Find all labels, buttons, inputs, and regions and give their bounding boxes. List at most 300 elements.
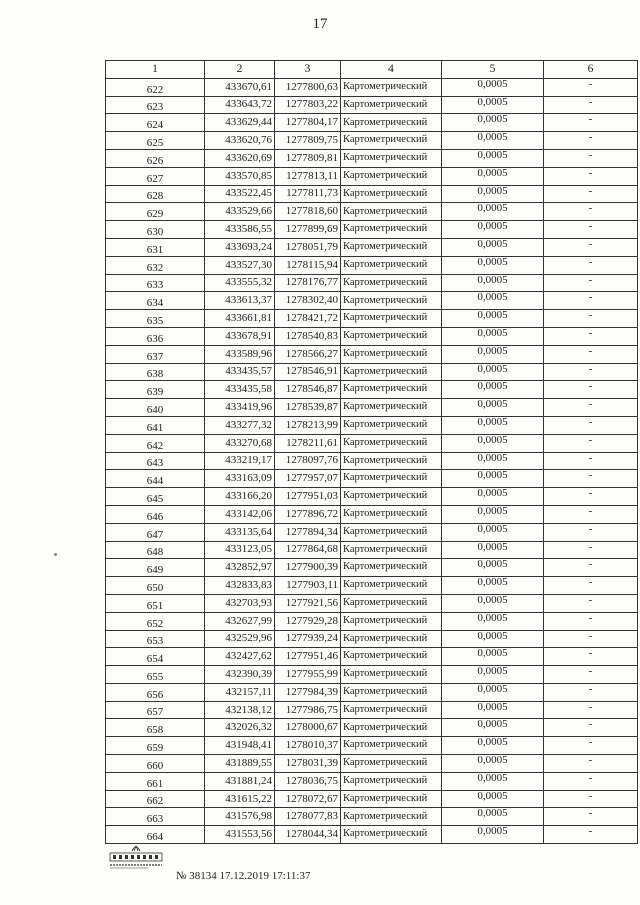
coordinate-x-cell: 433277,32 (205, 416, 275, 434)
accuracy-cell: 0,0005 (442, 167, 544, 185)
accuracy-cell: 0,0005 (442, 238, 544, 256)
point-number-cell: 639 (106, 381, 205, 399)
table-row (106, 96, 638, 114)
method-cell: Картометрический (341, 132, 442, 150)
coordinate-y-cell: 1277955,99 (275, 666, 341, 684)
table-row (106, 630, 638, 648)
coordinate-y-cell: 1278302,40 (275, 292, 341, 310)
method-cell: Картометрический (341, 363, 442, 381)
accuracy-cell: 0,0005 (442, 755, 544, 773)
point-number-cell: 640 (106, 399, 205, 417)
coordinate-y-cell: 1277939,24 (275, 630, 341, 648)
coordinate-x-cell: 432138,12 (205, 701, 275, 719)
method-cell: Картометрический (341, 310, 442, 328)
coordinate-x-cell: 433435,58 (205, 381, 275, 399)
coordinate-y-cell: 1277900,39 (275, 559, 341, 577)
note-cell: - (544, 737, 638, 755)
accuracy-cell: 0,0005 (442, 221, 544, 239)
point-number-cell: 631 (106, 238, 205, 256)
point-number-cell: 629 (106, 203, 205, 221)
point-number-cell: 625 (106, 132, 205, 150)
coordinate-x-cell: 432852,97 (205, 559, 275, 577)
method-cell: Картометрический (341, 114, 442, 132)
coordinate-x-cell: 432157,11 (205, 683, 275, 701)
note-cell: - (544, 683, 638, 701)
point-number-cell: 623 (106, 96, 205, 114)
coordinate-x-cell: 433678,91 (205, 327, 275, 345)
table-row (106, 488, 638, 506)
method-cell: Картометрический (341, 772, 442, 790)
point-number-cell: 658 (106, 719, 205, 737)
coordinate-x-cell: 432427,62 (205, 648, 275, 666)
table-row (106, 541, 638, 559)
accuracy-cell: 0,0005 (442, 826, 544, 844)
accuracy-cell: 0,0005 (442, 203, 544, 221)
table-row (106, 327, 638, 345)
point-number-cell: 642 (106, 434, 205, 452)
method-cell: Картометрический (341, 737, 442, 755)
table-row (106, 701, 638, 719)
note-cell: - (544, 470, 638, 488)
accuracy-cell: 0,0005 (442, 772, 544, 790)
coordinate-y-cell: 1277957,07 (275, 470, 341, 488)
method-cell: Картометрический (341, 167, 442, 185)
method-cell: Картометрический (341, 203, 442, 221)
accuracy-cell: 0,0005 (442, 701, 544, 719)
note-cell: - (544, 719, 638, 737)
coordinate-x-cell: 433670,61 (205, 78, 275, 96)
method-cell: Картометрический (341, 523, 442, 541)
accuracy-cell: 0,0005 (442, 541, 544, 559)
coordinate-y-cell: 1277984,39 (275, 683, 341, 701)
note-cell: - (544, 292, 638, 310)
point-number-cell: 624 (106, 114, 205, 132)
method-cell: Картометрический (341, 327, 442, 345)
column-header: 6 (544, 61, 638, 79)
coordinate-x-cell: 432833,83 (205, 577, 275, 595)
method-cell: Картометрический (341, 292, 442, 310)
method-cell: Картометрический (341, 452, 442, 470)
coordinate-x-cell: 431615,22 (205, 790, 275, 808)
accuracy-cell: 0,0005 (442, 648, 544, 666)
accuracy-cell: 0,0005 (442, 790, 544, 808)
column-header: 2 (205, 61, 275, 79)
note-cell: - (544, 577, 638, 595)
note-cell: - (544, 488, 638, 506)
page-number: 17 (312, 16, 328, 32)
coordinate-y-cell: 1278566,27 (275, 345, 341, 363)
note-cell: - (544, 808, 638, 826)
coordinate-y-cell: 1277800,63 (275, 78, 341, 96)
note-cell: - (544, 434, 638, 452)
method-cell: Картометрический (341, 505, 442, 523)
method-cell: Картометрический (341, 559, 442, 577)
coordinate-x-cell: 433166,20 (205, 488, 275, 506)
coordinate-x-cell: 433270,68 (205, 434, 275, 452)
coordinate-x-cell: 431553,56 (205, 826, 275, 844)
table-row (106, 648, 638, 666)
table-row (106, 826, 638, 844)
note-cell: - (544, 274, 638, 292)
coordinate-y-cell: 1277803,22 (275, 96, 341, 114)
point-number-cell: 649 (106, 559, 205, 577)
coordinate-y-cell: 1277809,81 (275, 149, 341, 167)
coordinate-x-cell: 433586,55 (205, 221, 275, 239)
coordinate-x-cell: 433419,96 (205, 399, 275, 417)
coordinate-y-cell: 1278077,83 (275, 808, 341, 826)
table-row (106, 719, 638, 737)
method-cell: Картометрический (341, 577, 442, 595)
point-number-cell: 630 (106, 221, 205, 239)
table-body (106, 78, 638, 843)
accuracy-cell: 0,0005 (442, 488, 544, 506)
note-cell: - (544, 256, 638, 274)
accuracy-cell: 0,0005 (442, 310, 544, 328)
coordinate-x-cell: 432529,96 (205, 630, 275, 648)
method-cell: Картометрический (341, 149, 442, 167)
method-cell: Картометрический (341, 594, 442, 612)
coordinate-x-cell: 433643,72 (205, 96, 275, 114)
coordinate-x-cell: 433522,45 (205, 185, 275, 203)
method-cell: Картометрический (341, 488, 442, 506)
accuracy-cell: 0,0005 (442, 808, 544, 826)
point-number-cell: 641 (106, 416, 205, 434)
accuracy-cell: 0,0005 (442, 416, 544, 434)
point-number-cell: 635 (106, 310, 205, 328)
coordinate-x-cell: 433527,30 (205, 256, 275, 274)
method-cell: Картометрический (341, 96, 442, 114)
coordinate-y-cell: 1277809,75 (275, 132, 341, 150)
table-row (106, 114, 638, 132)
point-number-cell: 634 (106, 292, 205, 310)
point-number-cell: 643 (106, 452, 205, 470)
table-row (106, 185, 638, 203)
note-cell: - (544, 399, 638, 417)
point-number-cell: 638 (106, 363, 205, 381)
method-cell: Картометрический (341, 541, 442, 559)
accuracy-cell: 0,0005 (442, 363, 544, 381)
coordinate-x-cell: 433142,06 (205, 505, 275, 523)
coordinate-x-cell: 432703,93 (205, 594, 275, 612)
table-row (106, 381, 638, 399)
coordinate-y-cell: 1278000,67 (275, 719, 341, 737)
method-cell: Картометрический (341, 416, 442, 434)
coordinate-y-cell: 1277921,56 (275, 594, 341, 612)
method-cell: Картометрический (341, 826, 442, 844)
point-number-cell: 646 (106, 505, 205, 523)
method-cell: Картометрический (341, 381, 442, 399)
coordinate-y-cell: 1278213,99 (275, 416, 341, 434)
method-cell: Картометрический (341, 345, 442, 363)
accuracy-cell: 0,0005 (442, 292, 544, 310)
table-row (106, 666, 638, 684)
coordinate-x-cell: 433163,09 (205, 470, 275, 488)
point-number-cell: 628 (106, 185, 205, 203)
method-cell: Картометрический (341, 755, 442, 773)
note-cell: - (544, 559, 638, 577)
accuracy-cell: 0,0005 (442, 399, 544, 417)
accuracy-cell: 0,0005 (442, 114, 544, 132)
note-cell: - (544, 114, 638, 132)
point-number-cell: 637 (106, 345, 205, 363)
coordinate-x-cell: 433661,81 (205, 310, 275, 328)
coordinate-x-cell: 433620,76 (205, 132, 275, 150)
point-number-cell: 663 (106, 808, 205, 826)
table-row (106, 577, 638, 595)
point-number-cell: 664 (106, 826, 205, 844)
coordinate-y-cell: 1278546,87 (275, 381, 341, 399)
point-number-cell: 662 (106, 790, 205, 808)
coordinate-y-cell: 1278051,79 (275, 238, 341, 256)
column-header: 5 (442, 61, 544, 79)
point-number-cell: 651 (106, 594, 205, 612)
coordinate-x-cell: 431576,98 (205, 808, 275, 826)
point-number-cell: 648 (106, 541, 205, 559)
coordinate-x-cell: 433555,32 (205, 274, 275, 292)
table-row (106, 416, 638, 434)
point-number-cell: 660 (106, 755, 205, 773)
coordinate-x-cell: 431881,24 (205, 772, 275, 790)
table-row (106, 683, 638, 701)
coordinate-y-cell: 1278115,94 (275, 256, 341, 274)
note-cell: - (544, 221, 638, 239)
coordinate-y-cell: 1277899,69 (275, 221, 341, 239)
coordinates-table (105, 60, 638, 844)
method-cell: Картометрический (341, 666, 442, 684)
accuracy-cell: 0,0005 (442, 470, 544, 488)
accuracy-cell: 0,0005 (442, 434, 544, 452)
point-number-cell: 653 (106, 630, 205, 648)
method-cell: Картометрический (341, 648, 442, 666)
method-cell: Картометрический (341, 399, 442, 417)
method-cell: Картометрический (341, 612, 442, 630)
coordinate-x-cell: 433613,37 (205, 292, 275, 310)
note-cell: - (544, 541, 638, 559)
accuracy-cell: 0,0005 (442, 523, 544, 541)
coordinate-x-cell: 433570,85 (205, 167, 275, 185)
coordinate-y-cell: 1277864,68 (275, 541, 341, 559)
table-row (106, 203, 638, 221)
note-cell: - (544, 505, 638, 523)
method-cell: Картометрический (341, 701, 442, 719)
accuracy-cell: 0,0005 (442, 630, 544, 648)
point-number-cell: 633 (106, 274, 205, 292)
point-number-cell: 659 (106, 737, 205, 755)
coordinate-x-cell: 433620,69 (205, 149, 275, 167)
method-cell: Картометрический (341, 719, 442, 737)
accuracy-cell: 0,0005 (442, 96, 544, 114)
coordinate-y-cell: 1278421,72 (275, 310, 341, 328)
column-header: 4 (341, 61, 442, 79)
note-cell: - (544, 630, 638, 648)
coordinate-y-cell: 1277951,46 (275, 648, 341, 666)
accuracy-cell: 0,0005 (442, 185, 544, 203)
coordinate-y-cell: 1277813,11 (275, 167, 341, 185)
accuracy-cell: 0,0005 (442, 274, 544, 292)
table-row (106, 149, 638, 167)
point-number-cell: 632 (106, 256, 205, 274)
accuracy-cell: 0,0005 (442, 345, 544, 363)
coordinate-y-cell: 1277986,75 (275, 701, 341, 719)
coordinate-y-cell: 1277951,03 (275, 488, 341, 506)
note-cell: - (544, 149, 638, 167)
coordinate-y-cell: 1278176,77 (275, 274, 341, 292)
note-cell: - (544, 523, 638, 541)
column-header: 3 (275, 61, 341, 79)
method-cell: Картометрический (341, 790, 442, 808)
coordinate-y-cell: 1277903,11 (275, 577, 341, 595)
point-number-cell: 647 (106, 523, 205, 541)
table-row (106, 523, 638, 541)
note-cell: - (544, 167, 638, 185)
table-row (106, 399, 638, 417)
note-cell: - (544, 203, 638, 221)
coordinate-y-cell: 1278044,34 (275, 826, 341, 844)
note-cell: - (544, 381, 638, 399)
point-number-cell: 650 (106, 577, 205, 595)
method-cell: Картометрический (341, 256, 442, 274)
scan-dot-mark (54, 553, 57, 556)
coordinate-x-cell: 433435,57 (205, 363, 275, 381)
coordinate-y-cell: 1277818,60 (275, 203, 341, 221)
method-cell: Картометрический (341, 808, 442, 826)
note-cell: - (544, 327, 638, 345)
coordinate-x-cell: 433629,44 (205, 114, 275, 132)
coordinate-y-cell: 1278072,67 (275, 790, 341, 808)
table-row (106, 594, 638, 612)
note-cell: - (544, 185, 638, 203)
note-cell: - (544, 790, 638, 808)
point-number-cell: 622 (106, 78, 205, 96)
table-row (106, 737, 638, 755)
table-row (106, 434, 638, 452)
note-cell: - (544, 310, 638, 328)
method-cell: Картометрический (341, 274, 442, 292)
method-cell: Картометрический (341, 470, 442, 488)
method-cell: Картометрический (341, 78, 442, 96)
table-row (106, 345, 638, 363)
note-cell: - (544, 452, 638, 470)
point-number-cell: 652 (106, 612, 205, 630)
coordinate-x-cell: 433589,96 (205, 345, 275, 363)
accuracy-cell: 0,0005 (442, 559, 544, 577)
table-row (106, 221, 638, 239)
table-row (106, 755, 638, 773)
accuracy-cell: 0,0005 (442, 612, 544, 630)
method-cell: Картометрический (341, 683, 442, 701)
note-cell: - (544, 96, 638, 114)
coordinate-y-cell: 1277811,73 (275, 185, 341, 203)
note-cell: - (544, 666, 638, 684)
accuracy-cell: 0,0005 (442, 719, 544, 737)
note-cell: - (544, 826, 638, 844)
note-cell: - (544, 772, 638, 790)
point-number-cell: 661 (106, 772, 205, 790)
coordinate-x-cell: 433123,05 (205, 541, 275, 559)
method-cell: Картометрический (341, 221, 442, 239)
note-cell: - (544, 648, 638, 666)
coordinate-x-cell: 432390,39 (205, 666, 275, 684)
method-cell: Картометрический (341, 238, 442, 256)
method-cell: Картометрический (341, 630, 442, 648)
method-cell: Картометрический (341, 434, 442, 452)
coordinate-x-cell: 433219,17 (205, 452, 275, 470)
coordinate-y-cell: 1278539,87 (275, 399, 341, 417)
accuracy-cell: 0,0005 (442, 78, 544, 96)
accuracy-cell: 0,0005 (442, 683, 544, 701)
table-row (106, 167, 638, 185)
coordinate-x-cell: 431948,41 (205, 737, 275, 755)
point-number-cell: 656 (106, 683, 205, 701)
table-row (106, 238, 638, 256)
note-cell: - (544, 594, 638, 612)
coordinate-y-cell: 1277804,17 (275, 114, 341, 132)
table-row (106, 78, 638, 96)
point-number-cell: 645 (106, 488, 205, 506)
note-cell: - (544, 612, 638, 630)
note-cell: - (544, 416, 638, 434)
table-row (106, 808, 638, 826)
table-row (106, 612, 638, 630)
table-row (106, 363, 638, 381)
coordinate-y-cell: 1278097,76 (275, 452, 341, 470)
coordinate-x-cell: 432627,99 (205, 612, 275, 630)
accuracy-cell: 0,0005 (442, 256, 544, 274)
table-row (106, 132, 638, 150)
point-number-cell: 636 (106, 327, 205, 345)
coordinate-y-cell: 1278036,75 (275, 772, 341, 790)
table-row (106, 256, 638, 274)
coordinate-y-cell: 1278211,61 (275, 434, 341, 452)
table-row (106, 452, 638, 470)
method-cell: Картометрический (341, 185, 442, 203)
table-row (106, 274, 638, 292)
coordinate-x-cell: 431889,55 (205, 755, 275, 773)
note-cell: - (544, 755, 638, 773)
registry-stamp-icon (108, 842, 164, 872)
accuracy-cell: 0,0005 (442, 594, 544, 612)
note-cell: - (544, 132, 638, 150)
accuracy-cell: 0,0005 (442, 381, 544, 399)
table-row (106, 790, 638, 808)
accuracy-cell: 0,0005 (442, 666, 544, 684)
note-cell: - (544, 363, 638, 381)
point-number-cell: 627 (106, 167, 205, 185)
accuracy-cell: 0,0005 (442, 149, 544, 167)
note-cell: - (544, 701, 638, 719)
point-number-cell: 644 (106, 470, 205, 488)
point-number-cell: 654 (106, 648, 205, 666)
table-row (106, 505, 638, 523)
coordinate-y-cell: 1278031,39 (275, 755, 341, 773)
accuracy-cell: 0,0005 (442, 452, 544, 470)
coordinate-x-cell: 433693,24 (205, 238, 275, 256)
coordinate-y-cell: 1278540,83 (275, 327, 341, 345)
coordinate-x-cell: 433529,66 (205, 203, 275, 221)
coordinate-y-cell: 1278546,91 (275, 363, 341, 381)
accuracy-cell: 0,0005 (442, 505, 544, 523)
table-row (106, 310, 638, 328)
accuracy-cell: 0,0005 (442, 577, 544, 595)
coordinate-y-cell: 1277896,72 (275, 505, 341, 523)
accuracy-cell: 0,0005 (442, 327, 544, 345)
column-header: 1 (106, 61, 205, 79)
note-cell: - (544, 238, 638, 256)
table-row (106, 772, 638, 790)
point-number-cell: 655 (106, 666, 205, 684)
accuracy-cell: 0,0005 (442, 132, 544, 150)
coordinate-x-cell: 432026,32 (205, 719, 275, 737)
